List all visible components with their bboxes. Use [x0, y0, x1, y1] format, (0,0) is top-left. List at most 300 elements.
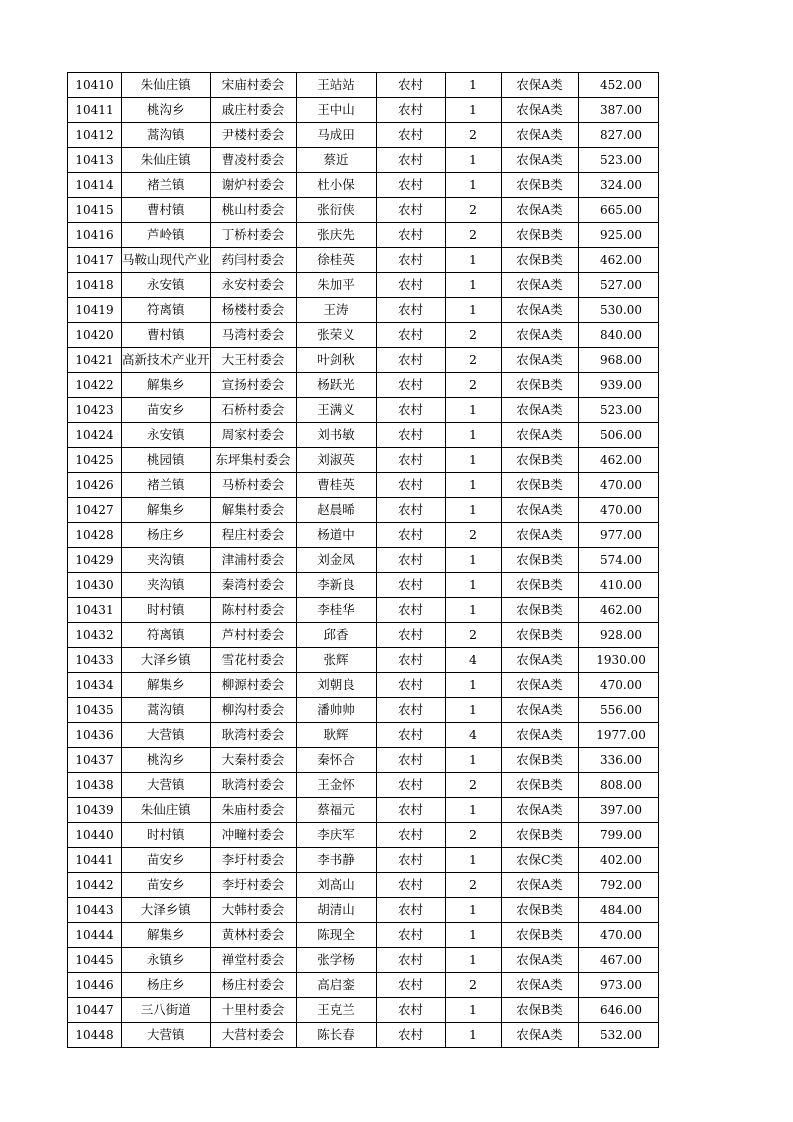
record-id-cell: 10423 — [68, 398, 122, 423]
record-id-cell: 10422 — [68, 373, 122, 398]
household-count-cell: 4 — [445, 648, 501, 673]
record-id-cell: 10438 — [68, 773, 122, 798]
household-count-cell: 4 — [445, 723, 501, 748]
township-cell: 桃园镇 — [122, 448, 211, 473]
village-committee-cell: 禅堂村委会 — [210, 948, 296, 973]
village-committee-cell: 大韩村委会 — [210, 898, 296, 923]
village-committee-cell: 耿湾村委会 — [210, 773, 296, 798]
insurance-class-cell: 农保A类 — [501, 148, 578, 173]
record-id-cell: 10410 — [68, 73, 122, 98]
insurance-class-cell: 农保A类 — [501, 348, 578, 373]
amount-cell: 470.00 — [578, 473, 658, 498]
household-count-cell: 2 — [445, 873, 501, 898]
name-cell: 潘帅帅 — [296, 698, 376, 723]
insurance-class-cell: 农保B类 — [501, 473, 578, 498]
name-cell: 王满义 — [296, 398, 376, 423]
area-type-cell: 农村 — [376, 273, 445, 298]
township-cell: 永安镇 — [122, 423, 211, 448]
name-cell: 张衍侠 — [296, 198, 376, 223]
insurance-class-cell: 农保A类 — [501, 873, 578, 898]
record-id-cell: 10429 — [68, 548, 122, 573]
record-id-cell: 10418 — [68, 273, 122, 298]
record-id-cell: 10419 — [68, 298, 122, 323]
name-cell: 蔡福元 — [296, 798, 376, 823]
insurance-class-cell: 农保A类 — [501, 698, 578, 723]
area-type-cell: 农村 — [376, 748, 445, 773]
record-id-cell: 10437 — [68, 748, 122, 773]
name-cell: 张荣义 — [296, 323, 376, 348]
name-cell: 陈长春 — [296, 1023, 376, 1048]
amount-cell: 452.00 — [578, 73, 658, 98]
table-row — [68, 873, 659, 898]
name-cell: 王克兰 — [296, 998, 376, 1023]
village-committee-cell: 马湾村委会 — [210, 323, 296, 348]
table-body — [68, 73, 659, 1048]
record-id-cell: 10440 — [68, 823, 122, 848]
amount-cell: 556.00 — [578, 698, 658, 723]
household-count-cell: 1 — [445, 923, 501, 948]
insurance-class-cell: 农保B类 — [501, 623, 578, 648]
table-row — [68, 748, 659, 773]
township-cell: 褚兰镇 — [122, 173, 211, 198]
village-committee-cell: 宋庙村委会 — [210, 73, 296, 98]
insurance-class-cell: 农保B类 — [501, 748, 578, 773]
amount-cell: 336.00 — [578, 748, 658, 773]
insurance-class-cell: 农保B类 — [501, 573, 578, 598]
table-row — [68, 423, 659, 448]
area-type-cell: 农村 — [376, 823, 445, 848]
record-id-cell: 10432 — [68, 623, 122, 648]
name-cell: 王涛 — [296, 298, 376, 323]
area-type-cell: 农村 — [376, 523, 445, 548]
village-committee-cell: 李圩村委会 — [210, 848, 296, 873]
insurance-class-cell: 农保B类 — [501, 173, 578, 198]
table-row — [68, 998, 659, 1023]
name-cell: 李书静 — [296, 848, 376, 873]
record-id-cell: 10413 — [68, 148, 122, 173]
name-cell: 刘书敏 — [296, 423, 376, 448]
record-id-cell: 10445 — [68, 948, 122, 973]
amount-cell: 324.00 — [578, 173, 658, 198]
household-count-cell: 1 — [445, 498, 501, 523]
record-id-cell: 10447 — [68, 998, 122, 1023]
table-row — [68, 848, 659, 873]
insurance-class-cell: 农保A类 — [501, 723, 578, 748]
name-cell: 杨跃光 — [296, 373, 376, 398]
table-row — [68, 698, 659, 723]
amount-cell: 506.00 — [578, 423, 658, 448]
name-cell: 王站站 — [296, 73, 376, 98]
household-count-cell: 1 — [445, 998, 501, 1023]
insurance-class-cell: 农保B类 — [501, 923, 578, 948]
amount-cell: 462.00 — [578, 448, 658, 473]
household-count-cell: 1 — [445, 398, 501, 423]
village-committee-cell: 石桥村委会 — [210, 398, 296, 423]
record-id-cell: 10448 — [68, 1023, 122, 1048]
village-committee-cell: 曹凌村委会 — [210, 148, 296, 173]
record-id-cell: 10443 — [68, 898, 122, 923]
household-count-cell: 2 — [445, 773, 501, 798]
township-cell: 解集乡 — [122, 673, 211, 698]
village-committee-cell: 陈村村委会 — [210, 598, 296, 623]
village-committee-cell: 柳源村委会 — [210, 673, 296, 698]
table-row — [68, 673, 659, 698]
township-cell: 褚兰镇 — [122, 473, 211, 498]
village-committee-cell: 程庄村委会 — [210, 523, 296, 548]
insurance-class-cell: 农保A类 — [501, 98, 578, 123]
insurance-class-cell: 农保A类 — [501, 523, 578, 548]
township-cell: 高新技术产业开 — [122, 348, 211, 373]
record-id-cell: 10434 — [68, 673, 122, 698]
township-cell: 芦岭镇 — [122, 223, 211, 248]
insurance-class-cell: 农保B类 — [501, 548, 578, 573]
village-committee-cell: 永安村委会 — [210, 273, 296, 298]
village-committee-cell: 秦湾村委会 — [210, 573, 296, 598]
record-id-cell: 10444 — [68, 923, 122, 948]
township-cell: 夹沟镇 — [122, 573, 211, 598]
table-row — [68, 298, 659, 323]
table-row — [68, 173, 659, 198]
table-row — [68, 373, 659, 398]
insurance-class-cell: 农保A类 — [501, 423, 578, 448]
amount-cell: 925.00 — [578, 223, 658, 248]
table-row — [68, 523, 659, 548]
amount-cell: 840.00 — [578, 323, 658, 348]
village-committee-cell: 大王村委会 — [210, 348, 296, 373]
name-cell: 刘高山 — [296, 873, 376, 898]
township-cell: 桃沟乡 — [122, 748, 211, 773]
table-row — [68, 573, 659, 598]
amount-cell: 646.00 — [578, 998, 658, 1023]
area-type-cell: 农村 — [376, 73, 445, 98]
insurance-class-cell: 农保A类 — [501, 123, 578, 148]
name-cell: 李新良 — [296, 573, 376, 598]
village-committee-cell: 周家村委会 — [210, 423, 296, 448]
household-count-cell: 1 — [445, 98, 501, 123]
insurance-class-cell: 农保A类 — [501, 973, 578, 998]
name-cell: 张辉 — [296, 648, 376, 673]
area-type-cell: 农村 — [376, 373, 445, 398]
table-row — [68, 248, 659, 273]
township-cell: 夹沟镇 — [122, 548, 211, 573]
record-id-cell: 10439 — [68, 798, 122, 823]
household-count-cell: 2 — [445, 373, 501, 398]
insurance-class-cell: 农保A类 — [501, 648, 578, 673]
household-count-cell: 2 — [445, 348, 501, 373]
insurance-class-cell: 农保B类 — [501, 823, 578, 848]
amount-cell: 530.00 — [578, 298, 658, 323]
area-type-cell: 农村 — [376, 798, 445, 823]
table-row — [68, 973, 659, 998]
insurance-class-cell: 农保B类 — [501, 998, 578, 1023]
household-count-cell: 2 — [445, 198, 501, 223]
insurance-class-cell: 农保A类 — [501, 948, 578, 973]
record-id-cell: 10411 — [68, 98, 122, 123]
name-cell: 李桂华 — [296, 598, 376, 623]
name-cell: 张庆先 — [296, 223, 376, 248]
amount-cell: 484.00 — [578, 898, 658, 923]
household-count-cell: 1 — [445, 598, 501, 623]
village-committee-cell: 耿湾村委会 — [210, 723, 296, 748]
area-type-cell: 农村 — [376, 623, 445, 648]
name-cell: 刘淑英 — [296, 448, 376, 473]
township-cell: 苗安乡 — [122, 398, 211, 423]
village-committee-cell: 李圩村委会 — [210, 873, 296, 898]
insurance-class-cell: 农保B类 — [501, 773, 578, 798]
amount-cell: 462.00 — [578, 248, 658, 273]
insurance-class-cell: 农保C类 — [501, 848, 578, 873]
area-type-cell: 农村 — [376, 873, 445, 898]
area-type-cell: 农村 — [376, 498, 445, 523]
household-count-cell: 1 — [445, 298, 501, 323]
household-count-cell: 1 — [445, 423, 501, 448]
record-id-cell: 10428 — [68, 523, 122, 548]
record-id-cell: 10435 — [68, 698, 122, 723]
township-cell: 马鞍山现代产业 — [122, 248, 211, 273]
household-count-cell: 1 — [445, 148, 501, 173]
household-count-cell: 2 — [445, 323, 501, 348]
area-type-cell: 农村 — [376, 698, 445, 723]
township-cell: 苗安乡 — [122, 848, 211, 873]
name-cell: 刘金凤 — [296, 548, 376, 573]
record-id-cell: 10446 — [68, 973, 122, 998]
table-row — [68, 148, 659, 173]
name-cell: 刘朝良 — [296, 673, 376, 698]
area-type-cell: 农村 — [376, 573, 445, 598]
name-cell: 杜小保 — [296, 173, 376, 198]
household-count-cell: 1 — [445, 748, 501, 773]
insurance-class-cell: 农保A类 — [501, 298, 578, 323]
table-row — [68, 98, 659, 123]
area-type-cell: 农村 — [376, 923, 445, 948]
record-id-cell: 10436 — [68, 723, 122, 748]
household-count-cell: 1 — [445, 448, 501, 473]
area-type-cell: 农村 — [376, 773, 445, 798]
village-committee-cell: 杨庄村委会 — [210, 973, 296, 998]
village-committee-cell: 东坪集村委会 — [210, 448, 296, 473]
insurance-class-cell: 农保B类 — [501, 373, 578, 398]
household-count-cell: 2 — [445, 823, 501, 848]
amount-cell: 467.00 — [578, 948, 658, 973]
name-cell: 秦怀合 — [296, 748, 376, 773]
area-type-cell: 农村 — [376, 648, 445, 673]
township-cell: 蒿沟镇 — [122, 123, 211, 148]
data-table — [67, 72, 659, 1048]
village-committee-cell: 朱庙村委会 — [210, 798, 296, 823]
household-count-cell: 1 — [445, 473, 501, 498]
township-cell: 苗安乡 — [122, 873, 211, 898]
township-cell: 朱仙庄镇 — [122, 798, 211, 823]
household-count-cell: 1 — [445, 73, 501, 98]
household-count-cell: 1 — [445, 573, 501, 598]
table-row — [68, 623, 659, 648]
name-cell: 李庆军 — [296, 823, 376, 848]
area-type-cell: 农村 — [376, 1023, 445, 1048]
household-count-cell: 2 — [445, 123, 501, 148]
table-row — [68, 473, 659, 498]
name-cell: 赵晨晞 — [296, 498, 376, 523]
record-id-cell: 10433 — [68, 648, 122, 673]
village-committee-cell: 马桥村委会 — [210, 473, 296, 498]
township-cell: 曹村镇 — [122, 198, 211, 223]
record-id-cell: 10431 — [68, 598, 122, 623]
area-type-cell: 农村 — [376, 973, 445, 998]
insurance-class-cell: 农保B类 — [501, 898, 578, 923]
village-committee-cell: 芦村村委会 — [210, 623, 296, 648]
township-cell: 杨庄乡 — [122, 973, 211, 998]
record-id-cell: 10415 — [68, 198, 122, 223]
township-cell: 杨庄乡 — [122, 523, 211, 548]
household-count-cell: 1 — [445, 173, 501, 198]
township-cell: 时村镇 — [122, 598, 211, 623]
insurance-class-cell: 农保A类 — [501, 323, 578, 348]
area-type-cell: 农村 — [376, 848, 445, 873]
table-row — [68, 198, 659, 223]
household-count-cell: 1 — [445, 548, 501, 573]
village-committee-cell: 冲疃村委会 — [210, 823, 296, 848]
table-row — [68, 773, 659, 798]
table-row — [68, 948, 659, 973]
table-row — [68, 823, 659, 848]
record-id-cell: 10441 — [68, 848, 122, 873]
amount-cell: 402.00 — [578, 848, 658, 873]
village-committee-cell: 解集村委会 — [210, 498, 296, 523]
household-count-cell: 2 — [445, 973, 501, 998]
area-type-cell: 农村 — [376, 898, 445, 923]
name-cell: 王金怀 — [296, 773, 376, 798]
village-committee-cell: 桃山村委会 — [210, 198, 296, 223]
township-cell: 解集乡 — [122, 373, 211, 398]
record-id-cell: 10412 — [68, 123, 122, 148]
insurance-class-cell: 农保A类 — [501, 1023, 578, 1048]
table-row — [68, 273, 659, 298]
area-type-cell: 农村 — [376, 948, 445, 973]
name-cell: 杨道中 — [296, 523, 376, 548]
table-row — [68, 223, 659, 248]
table-row — [68, 323, 659, 348]
township-cell: 符离镇 — [122, 298, 211, 323]
amount-cell: 939.00 — [578, 373, 658, 398]
household-count-cell: 1 — [445, 848, 501, 873]
record-id-cell: 10414 — [68, 173, 122, 198]
record-id-cell: 10425 — [68, 448, 122, 473]
area-type-cell: 农村 — [376, 473, 445, 498]
area-type-cell: 农村 — [376, 173, 445, 198]
township-cell: 大营镇 — [122, 1023, 211, 1048]
area-type-cell: 农村 — [376, 198, 445, 223]
village-committee-cell: 津浦村委会 — [210, 548, 296, 573]
name-cell: 徐桂英 — [296, 248, 376, 273]
township-cell: 符离镇 — [122, 623, 211, 648]
insurance-class-cell: 农保A类 — [501, 498, 578, 523]
village-committee-cell: 柳沟村委会 — [210, 698, 296, 723]
insurance-class-cell: 农保B类 — [501, 223, 578, 248]
amount-cell: 470.00 — [578, 498, 658, 523]
name-cell: 蔡近 — [296, 148, 376, 173]
name-cell: 陈现全 — [296, 923, 376, 948]
township-cell: 朱仙庄镇 — [122, 148, 211, 173]
area-type-cell: 农村 — [376, 673, 445, 698]
amount-cell: 387.00 — [578, 98, 658, 123]
name-cell: 张学杨 — [296, 948, 376, 973]
amount-cell: 470.00 — [578, 923, 658, 948]
township-cell: 大泽乡镇 — [122, 648, 211, 673]
amount-cell: 470.00 — [578, 673, 658, 698]
area-type-cell: 农村 — [376, 398, 445, 423]
area-type-cell: 农村 — [376, 148, 445, 173]
area-type-cell: 农村 — [376, 223, 445, 248]
area-type-cell: 农村 — [376, 323, 445, 348]
table-row — [68, 1023, 659, 1048]
township-cell: 朱仙庄镇 — [122, 73, 211, 98]
table-row — [68, 398, 659, 423]
village-committee-cell: 十里村委会 — [210, 998, 296, 1023]
township-cell: 大营镇 — [122, 723, 211, 748]
insurance-class-cell: 农保A类 — [501, 73, 578, 98]
amount-cell: 973.00 — [578, 973, 658, 998]
amount-cell: 1977.00 — [578, 723, 658, 748]
table-row — [68, 348, 659, 373]
household-count-cell: 1 — [445, 673, 501, 698]
insurance-class-cell: 农保A类 — [501, 673, 578, 698]
insurance-class-cell: 农保B类 — [501, 598, 578, 623]
insurance-class-cell: 农保A类 — [501, 198, 578, 223]
township-cell: 大泽乡镇 — [122, 898, 211, 923]
name-cell: 叶剑秋 — [296, 348, 376, 373]
township-cell: 曹村镇 — [122, 323, 211, 348]
area-type-cell: 农村 — [376, 598, 445, 623]
area-type-cell: 农村 — [376, 723, 445, 748]
record-id-cell: 10426 — [68, 473, 122, 498]
amount-cell: 462.00 — [578, 598, 658, 623]
household-count-cell: 2 — [445, 523, 501, 548]
table-row — [68, 648, 659, 673]
record-id-cell: 10427 — [68, 498, 122, 523]
township-cell: 时村镇 — [122, 823, 211, 848]
township-cell: 蒿沟镇 — [122, 698, 211, 723]
village-committee-cell: 戚庄村委会 — [210, 98, 296, 123]
household-count-cell: 1 — [445, 898, 501, 923]
name-cell: 马成田 — [296, 123, 376, 148]
household-count-cell: 1 — [445, 1023, 501, 1048]
record-id-cell: 10417 — [68, 248, 122, 273]
table-row — [68, 548, 659, 573]
table-row — [68, 123, 659, 148]
name-cell: 曹桂英 — [296, 473, 376, 498]
table-row — [68, 598, 659, 623]
name-cell: 朱加平 — [296, 273, 376, 298]
record-id-cell: 10416 — [68, 223, 122, 248]
amount-cell: 523.00 — [578, 398, 658, 423]
village-committee-cell: 尹楼村委会 — [210, 123, 296, 148]
household-count-cell: 1 — [445, 273, 501, 298]
amount-cell: 397.00 — [578, 798, 658, 823]
household-count-cell: 2 — [445, 223, 501, 248]
township-cell: 三八街道 — [122, 998, 211, 1023]
village-committee-cell: 宣扬村委会 — [210, 373, 296, 398]
insurance-class-cell: 农保A类 — [501, 273, 578, 298]
insurance-class-cell: 农保B类 — [501, 248, 578, 273]
amount-cell: 792.00 — [578, 873, 658, 898]
household-count-cell: 1 — [445, 248, 501, 273]
township-cell: 永镇乡 — [122, 948, 211, 973]
insurance-class-cell: 农保A类 — [501, 798, 578, 823]
village-committee-cell: 大秦村委会 — [210, 748, 296, 773]
record-id-cell: 10424 — [68, 423, 122, 448]
name-cell: 邱香 — [296, 623, 376, 648]
record-id-cell: 10420 — [68, 323, 122, 348]
insurance-class-cell: 农保A类 — [501, 398, 578, 423]
